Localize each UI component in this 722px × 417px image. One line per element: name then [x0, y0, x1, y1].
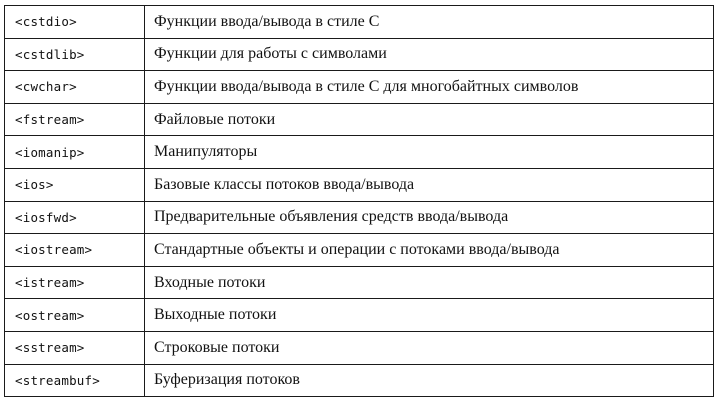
header-name-cell: <istream>: [5, 266, 145, 299]
header-name-cell: <cwchar>: [5, 71, 145, 104]
header-name-cell: <ostream>: [5, 299, 145, 332]
header-description-cell: Файловые потоки: [145, 103, 714, 136]
header-description-cell: Функции ввода/вывода в стиле C: [145, 6, 714, 39]
header-description-cell: Строковые потоки: [145, 331, 714, 364]
header-name-cell: <cstdlib>: [5, 38, 145, 71]
header-description-cell: Буферизация потоков: [145, 364, 714, 397]
header-description-cell: Функции для работы с символами: [145, 38, 714, 71]
table-row: [5, 266, 714, 299]
header-description-cell: Функции ввода/вывода в стиле C для многобайтных символов: [145, 71, 714, 104]
header-description-cell: Выходные потоки: [145, 299, 714, 332]
table-row: [5, 364, 714, 397]
headers-table-container: [4, 5, 714, 397]
header-name-cell: <cstdio>: [5, 6, 145, 39]
table-row: [5, 136, 714, 169]
header-name-cell: <streambuf>: [5, 364, 145, 397]
header-name-cell: <iosfwd>: [5, 201, 145, 234]
table-row: [5, 6, 714, 39]
headers-table: [4, 5, 714, 397]
header-description-cell: Базовые классы потоков ввода/вывода: [145, 168, 714, 201]
table-row: [5, 71, 714, 104]
header-description-cell: Манипуляторы: [145, 136, 714, 169]
table-row: [5, 299, 714, 332]
header-description-cell: Предварительные объявления средств ввода/вывода: [145, 201, 714, 234]
header-name-cell: <sstream>: [5, 331, 145, 364]
header-name-cell: <iostream>: [5, 234, 145, 267]
table-row: [5, 168, 714, 201]
header-description-cell: Входные потоки: [145, 266, 714, 299]
header-name-cell: <fstream>: [5, 103, 145, 136]
table-row: [5, 38, 714, 71]
header-description-cell: Стандартные объекты и операции с потоками ввода/вывода: [145, 234, 714, 267]
table-row: [5, 201, 714, 234]
header-name-cell: <iomanip>: [5, 136, 145, 169]
table-row: [5, 103, 714, 136]
table-row: [5, 234, 714, 267]
headers-table-body: [5, 6, 714, 397]
header-name-cell: <ios>: [5, 168, 145, 201]
table-row: [5, 331, 714, 364]
